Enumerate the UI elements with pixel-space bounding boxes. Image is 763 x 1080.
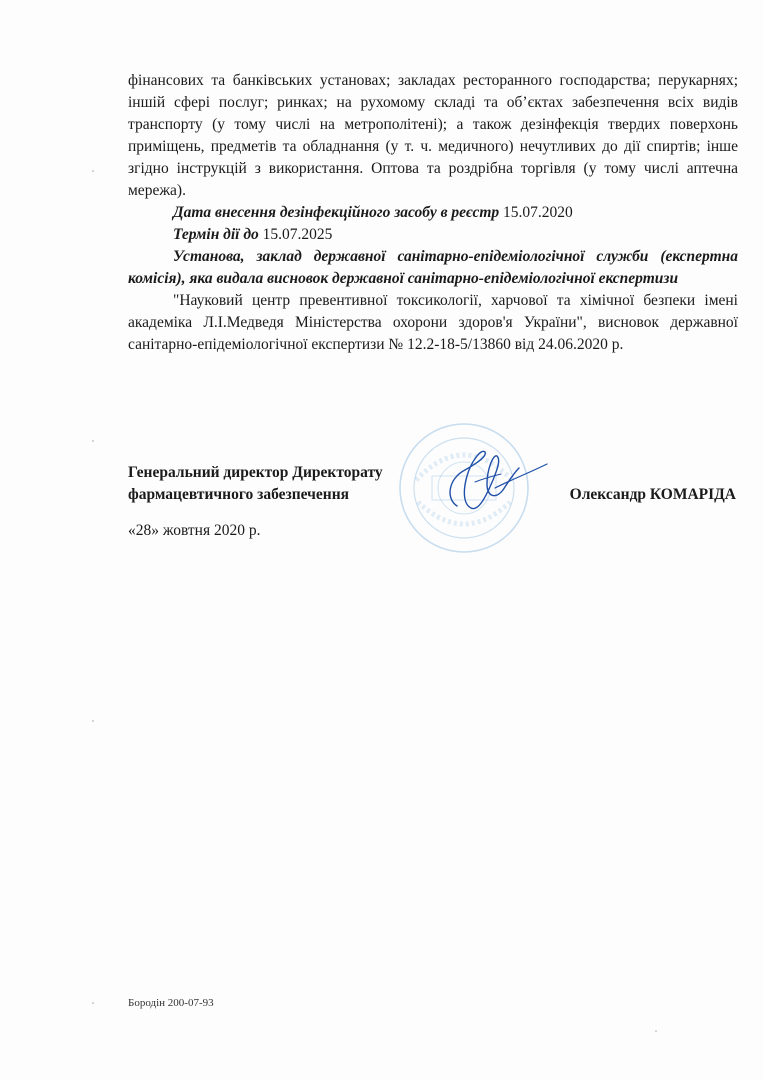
scan-speck — [92, 170, 94, 172]
signature-block — [128, 462, 738, 506]
validity-line — [128, 224, 738, 246]
registry-date-value: 15.07.2020 — [503, 204, 573, 221]
registry-date-label: Дата внесення дезінфекційного засобу в реєстр — [173, 204, 500, 221]
scan-speck — [655, 1030, 657, 1032]
signer-title-line1: Генеральний директор Директорату — [128, 464, 383, 481]
footer-contact: Бородін 200-07-93 — [128, 997, 214, 1009]
paragraph-scope: фінансових та банківських установах; закладах ресторанного господарства; перукарнях; іншій сфері послуг; ринках; на рухомому складі та об’єктах забезпечення всіх видів транспорту (у тому числі на метрополітені); а також дезінфекція твердих поверхонь приміщень, предметів та обладнання (у т. ч. медичного) нечутливих до дії спиртів; інше згідно інструкцій з використання. Оптова та роздрібна торгівля (у тому числі аптечна мережа). — [128, 72, 738, 199]
document-date: «28» жовтня 2020 р. — [128, 522, 261, 539]
validity-value: 15.07.2025 — [262, 226, 333, 243]
validity-label: Термін дії до — [173, 226, 259, 243]
scan-speck — [92, 440, 94, 442]
signer-title-line2: фармацевтичного забезпечення — [128, 486, 350, 503]
document-body — [128, 70, 738, 356]
institution-label: Установа, заклад державної санітарно-епідеміологічної служби (експертна комісія), яка видала висновок державної санітарно-епідеміологічної експертизи — [128, 248, 738, 287]
signer-name: Олександр КОМАРІДА — [569, 486, 736, 503]
institution-text: "Науковий центр превентивної токсикології, харчової та хімічної безпеки імені академіка Л.І.Медведя Міністерства охорони здоров'я України", висновок державної санітарно-епідеміологічної експертизи № 12.2-18-5/13860 від 24.06.2020 р. — [128, 292, 738, 353]
scan-speck — [92, 1002, 94, 1004]
registry-date-line — [128, 202, 738, 224]
scan-speck — [92, 720, 94, 722]
